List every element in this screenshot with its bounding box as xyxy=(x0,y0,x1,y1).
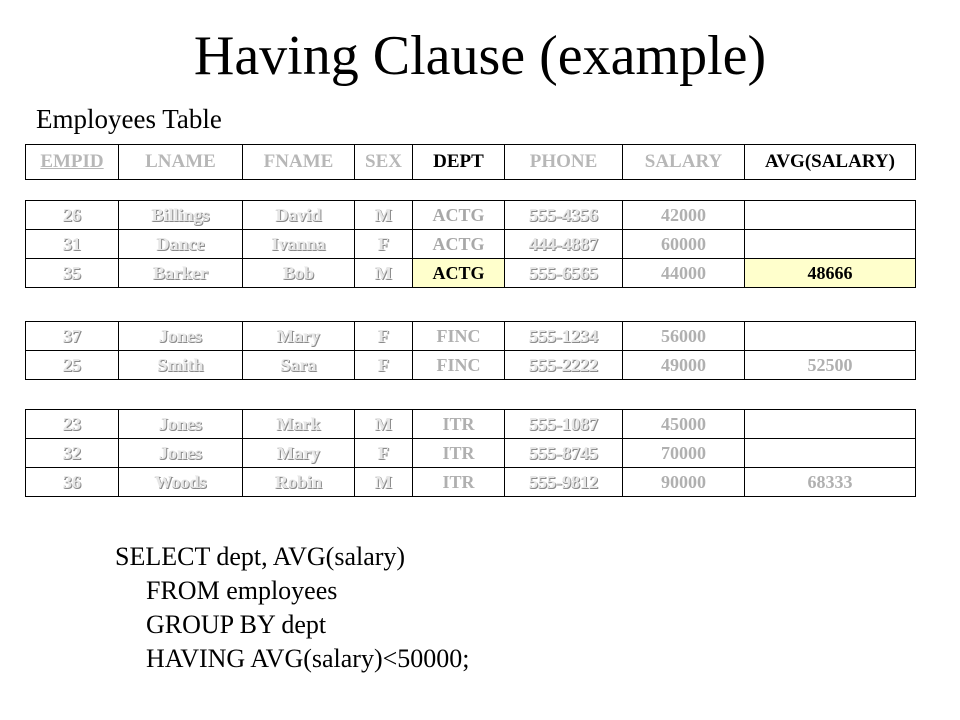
cell-lname: Jones xyxy=(119,439,243,468)
cell-dept: FINC xyxy=(413,351,505,380)
group-table-itr xyxy=(25,409,916,497)
cell-fname: Mary xyxy=(243,322,355,351)
cell-salary: 42000 xyxy=(623,201,745,230)
cell-phone: 555-2222 xyxy=(505,351,623,380)
cell-salary: 70000 xyxy=(623,439,745,468)
col-salary: SALARY xyxy=(623,145,745,180)
sql-line-from: FROM employees xyxy=(146,576,338,605)
cell-phone: 555-4356 xyxy=(505,201,623,230)
cell-dept: ACTG xyxy=(413,230,505,259)
header-row xyxy=(26,145,916,180)
sql-line-having: HAVING AVG(salary)<50000; xyxy=(146,644,470,673)
cell-empid: 31 xyxy=(26,230,119,259)
cell-avg: 68333 xyxy=(745,468,916,497)
cell-dept: ACTG xyxy=(413,259,505,288)
cell-empid: 35 xyxy=(26,259,119,288)
cell-salary: 49000 xyxy=(623,351,745,380)
table-row xyxy=(26,410,916,439)
cell-fname: Mark xyxy=(243,410,355,439)
cell-sex: M xyxy=(355,468,413,497)
cell-lname: Billings xyxy=(119,201,243,230)
col-phone: PHONE xyxy=(505,145,623,180)
cell-sex: F xyxy=(355,230,413,259)
sql-line-group-by: GROUP BY dept xyxy=(146,610,327,639)
cell-dept: ITR xyxy=(413,468,505,497)
cell-sex: M xyxy=(355,259,413,288)
cell-avg xyxy=(745,410,916,439)
col-empid: EMPID xyxy=(26,145,119,180)
table-row xyxy=(26,468,916,497)
table-row xyxy=(26,439,916,468)
cell-fname: David xyxy=(243,201,355,230)
cell-phone: 555-6565 xyxy=(505,259,623,288)
cell-empid: 32 xyxy=(26,439,119,468)
cell-phone: 555-8745 xyxy=(505,439,623,468)
cell-salary: 60000 xyxy=(623,230,745,259)
cell-phone: 555-9812 xyxy=(505,468,623,497)
cell-sex: M xyxy=(355,201,413,230)
sql-line-select: SELECT dept, AVG(salary) xyxy=(115,542,406,571)
cell-avg xyxy=(745,322,916,351)
cell-lname: Woods xyxy=(119,468,243,497)
table-row xyxy=(26,201,916,230)
sql-query xyxy=(115,540,470,676)
cell-fname: Mary xyxy=(243,439,355,468)
cell-dept: FINC xyxy=(413,322,505,351)
cell-salary: 45000 xyxy=(623,410,745,439)
cell-empid: 23 xyxy=(26,410,119,439)
table-row xyxy=(26,259,916,288)
cell-lname: Jones xyxy=(119,322,243,351)
cell-empid: 25 xyxy=(26,351,119,380)
col-avg-salary: AVG(SALARY) xyxy=(745,145,916,180)
cell-phone: 555-1087 xyxy=(505,410,623,439)
col-dept: DEPT xyxy=(413,145,505,180)
slide-title: Having Clause (example) xyxy=(193,25,767,87)
cell-fname: Sara xyxy=(243,351,355,380)
cell-avg: 48666 xyxy=(745,259,916,288)
cell-lname: Jones xyxy=(119,410,243,439)
cell-avg xyxy=(745,439,916,468)
col-lname: LNAME xyxy=(119,145,243,180)
cell-salary: 44000 xyxy=(623,259,745,288)
cell-salary: 56000 xyxy=(623,322,745,351)
cell-empid: 36 xyxy=(26,468,119,497)
table-row xyxy=(26,230,916,259)
cell-dept: ITR xyxy=(413,439,505,468)
cell-dept: ACTG xyxy=(413,201,505,230)
cell-lname: Smith xyxy=(119,351,243,380)
cell-sex: F xyxy=(355,351,413,380)
header-table xyxy=(25,144,916,180)
cell-fname: Bob xyxy=(243,259,355,288)
cell-phone: 444-4887 xyxy=(505,230,623,259)
group-table-finc xyxy=(25,321,916,380)
cell-sex: F xyxy=(355,439,413,468)
table-row xyxy=(26,322,916,351)
cell-fname: Robin xyxy=(243,468,355,497)
table-caption: Employees Table xyxy=(36,104,222,134)
cell-salary: 90000 xyxy=(623,468,745,497)
cell-sex: F xyxy=(355,322,413,351)
cell-lname: Dance xyxy=(119,230,243,259)
group-table-actg xyxy=(25,200,916,288)
col-fname: FNAME xyxy=(243,145,355,180)
cell-dept: ITR xyxy=(413,410,505,439)
cell-avg xyxy=(745,230,916,259)
cell-phone: 555-1234 xyxy=(505,322,623,351)
cell-avg xyxy=(745,201,916,230)
cell-sex: M xyxy=(355,410,413,439)
cell-lname: Barker xyxy=(119,259,243,288)
cell-fname: Ivanna xyxy=(243,230,355,259)
table-row xyxy=(26,351,916,380)
cell-empid: 37 xyxy=(26,322,119,351)
col-sex: SEX xyxy=(355,145,413,180)
cell-avg: 52500 xyxy=(745,351,916,380)
cell-empid: 26 xyxy=(26,201,119,230)
